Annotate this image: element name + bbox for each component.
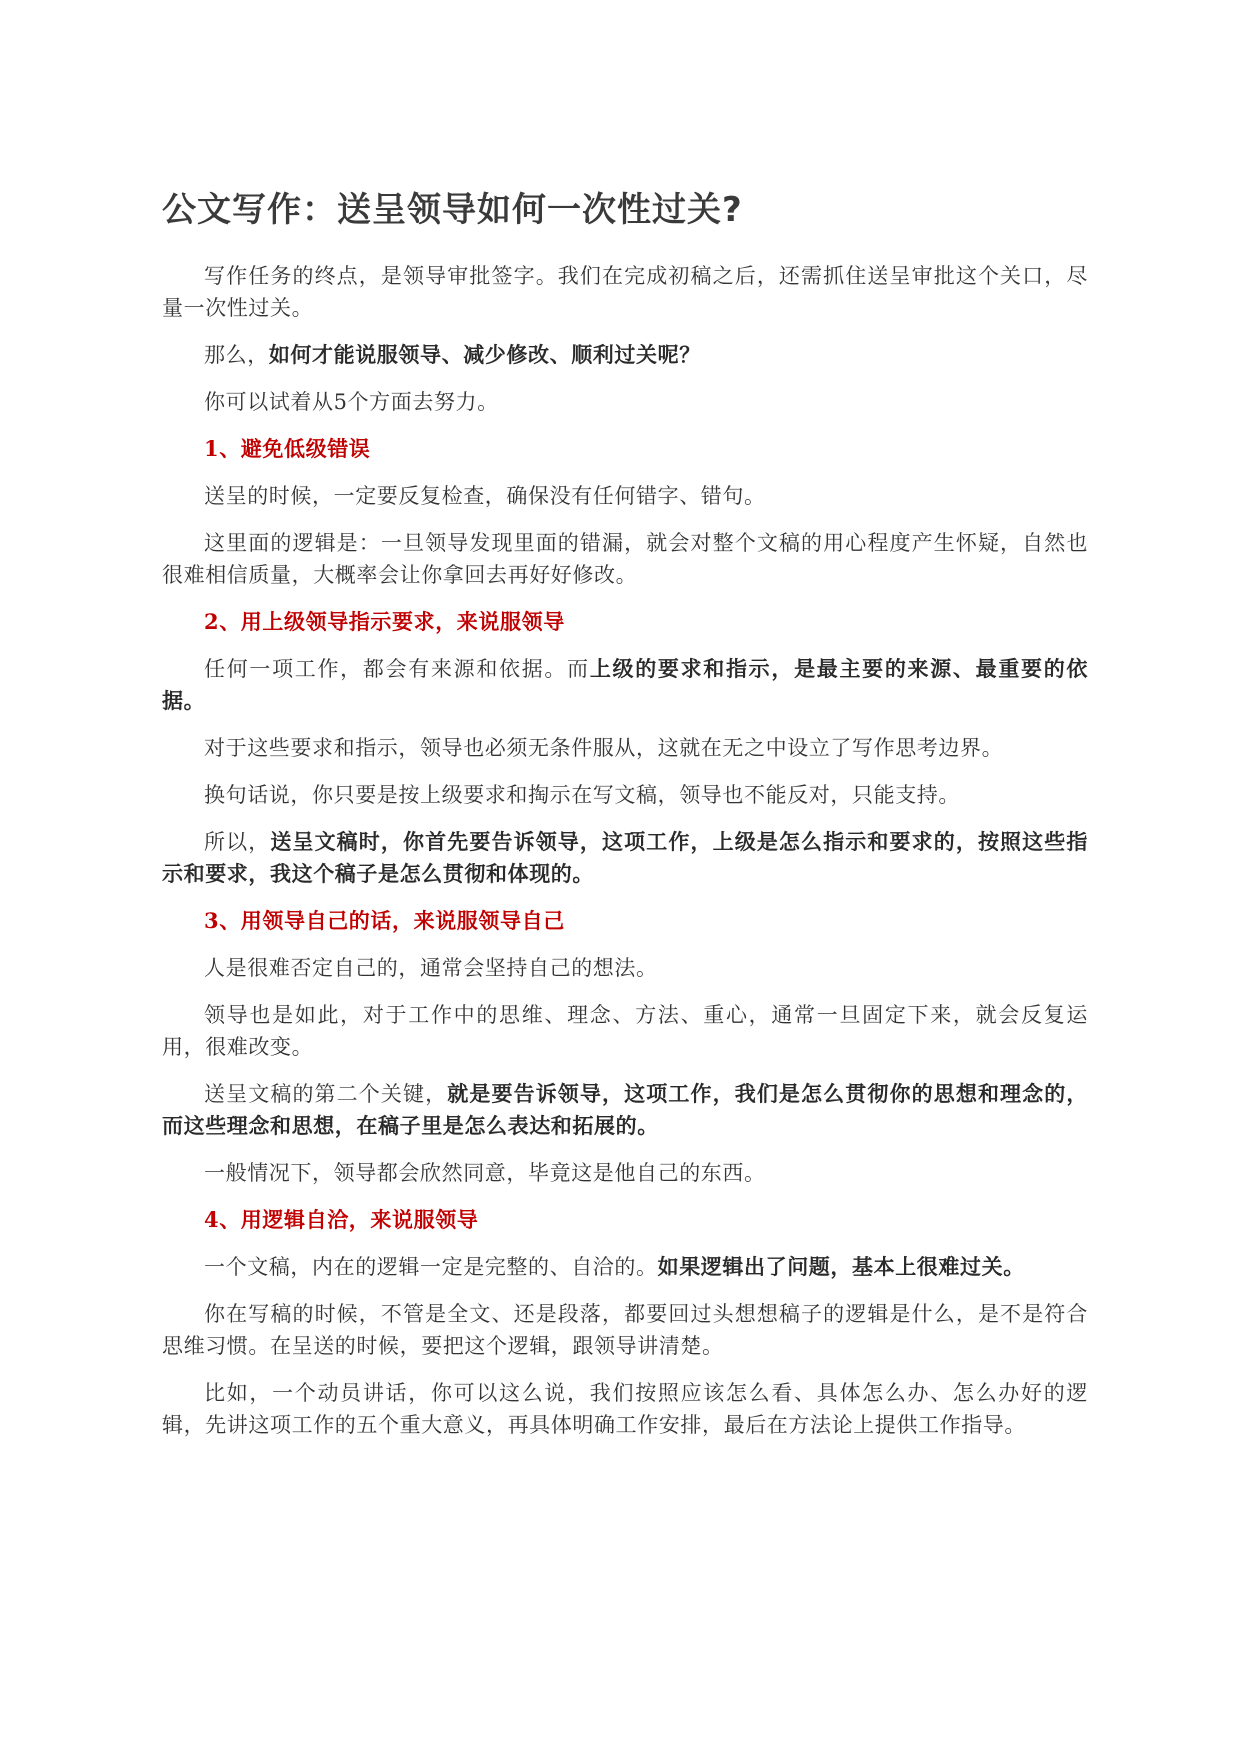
section-4-paragraph-1 — [162, 1251, 1088, 1283]
page-title: 公文写作：送呈领导如何一次性过关? — [162, 190, 743, 230]
section-3-paragraph-1: 人是很难否定自己的，通常会坚持自己的想法。 — [204, 956, 658, 981]
intro-paragraph-2-prefix: 那么， — [204, 343, 269, 368]
section-1-paragraph-2: 这里面的逻辑是：一旦领导发现里面的错漏，就会对整个文稿的用心程度产生怀疑，自然也很难相信质量，大概率会让你拿回去再好好修改。 — [162, 531, 1088, 588]
section-4-paragraph-1-prefix: 一个文稿，内在的逻辑一定是完整的、自洽的。 — [204, 1255, 658, 1280]
section-2-paragraph-1-prefix: 任何一项工作，都会有来源和依据。而 — [204, 657, 590, 682]
section-4-paragraph-3: 比如，一个动员讲话，你可以这么说，我们按照应该怎么看、具体怎么办、怎么办好的逻辑，先讲这项工作的五个重大意义，再具体明确工作安排，最后在方法论上提供工作指导。 — [162, 1381, 1088, 1438]
section-2-paragraph-2: 对于这些要求和指示，领导也必须无条件服从，这就在无之中设立了写作思考边界。 — [204, 736, 1004, 761]
section-2-heading: 2、用上级领导指示要求，来说服领导 — [204, 609, 565, 635]
section-2-paragraph-4 — [162, 826, 1088, 890]
section-2-paragraph-4-prefix: 所以， — [204, 830, 271, 855]
section-2-paragraph-4-bold: 送呈文稿时，你首先要告诉领导，这项工作，上级是怎么指示和要求的，按照这些指示和要求，我这个稿子是怎么贯彻和体现的。 — [162, 829, 1088, 887]
section-2-paragraph-1-bold: 上级的要求和指示，是最主要的来源、最重要的依据。 — [162, 656, 1088, 714]
section-4-heading: 4、用逻辑自洽，来说服领导 — [204, 1207, 479, 1233]
intro-paragraph-2-bold: 如何才能说服领导、减少修改、顺利过关呢？ — [268, 342, 701, 368]
section-1-paragraph-1: 送呈的时候，一定要反复检查，确保没有任何错字、错句。 — [204, 484, 766, 509]
section-3-paragraph-2: 领导也是如此，对于工作中的思维、理念、方法、重心，通常一旦固定下来，就会反复运用，很难改变。 — [162, 1003, 1088, 1060]
section-1-heading: 1、避免低级错误 — [204, 436, 371, 462]
section-3-paragraph-3-bold: 就是要告诉领导，这项工作，我们是怎么贯彻你的思想和理念的，而这些理念和思想，在稿子里是怎么表达和拓展的。 — [162, 1081, 1088, 1139]
intro-paragraph-3: 你可以试着从5个方面去努力。 — [204, 390, 499, 415]
section-4-paragraph-1-bold: 如果逻辑出了问题，基本上很难过关。 — [657, 1254, 1025, 1280]
section-2-paragraph-1 — [162, 653, 1088, 717]
section-3-paragraph-4: 一般情况下，领导都会欣然同意，毕竟这是他自己的东西。 — [204, 1161, 766, 1186]
section-2-paragraph-3: 换句话说，你只要是按上级要求和掏示在写文稿，领导也不能反对，只能支持。 — [204, 783, 960, 808]
section-3-heading: 3、用领导自己的话，来说服领导自己 — [204, 908, 565, 934]
section-3-paragraph-3-prefix: 送呈文稿的第二个关键， — [204, 1082, 448, 1107]
section-4-paragraph-2: 你在写稿的时候，不管是全文、还是段落，都要回过头想想稿子的逻辑是什么，是不是符合思维习惯。在呈送的时候，要把这个逻辑，跟领导讲清楚。 — [162, 1302, 1088, 1359]
intro-paragraph-2 — [162, 339, 1088, 371]
intro-paragraph-1: 写作任务的终点，是领导审批签字。我们在完成初稿之后，还需抓住送呈审批这个关口，尽量一次性过关。 — [162, 264, 1088, 321]
document-page — [162, 188, 1088, 1456]
section-3-paragraph-3 — [162, 1078, 1088, 1142]
